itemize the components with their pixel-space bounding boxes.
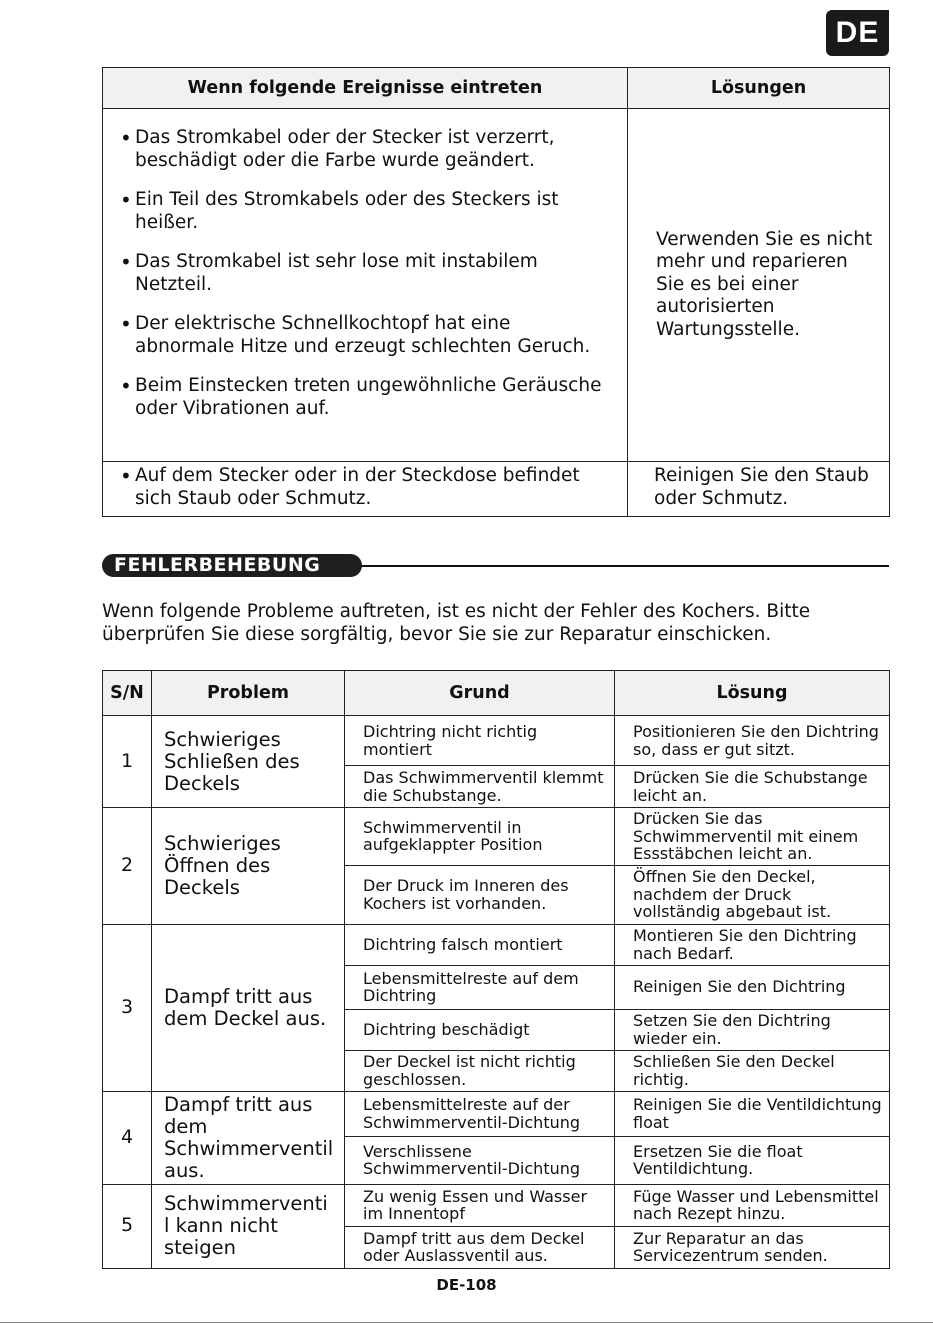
table-row (103, 924, 890, 965)
solution-cell: Schließen Sie den Deckel richtig. (615, 1050, 890, 1091)
problem-cell: Dampf tritt aus dem Deckel aus. (152, 924, 345, 1091)
reason-cell: Dichtring falsch montiert (345, 924, 615, 965)
reason-cell: Lebensmittelreste auf der Schwimmerventil-Dichtung (345, 1091, 615, 1136)
events-cell (103, 109, 628, 462)
solution-cell: Reinigen Sie den Staub oder Schmutz. (628, 462, 890, 517)
events-header: Wenn folgende Ereignisse eintreten (103, 68, 628, 109)
solution-cell: Positionieren Sie den Dichtring so, dass er gut sitzt. (615, 716, 890, 766)
reason-cell: Dampf tritt aus dem Deckel oder Auslassventil aus. (345, 1226, 615, 1268)
reason-cell: Verschlissene Schwimmerventil-Dichtung (345, 1136, 615, 1184)
table-row (103, 1091, 890, 1136)
solution-cell: Setzen Sie den Dichtring wieder ein. (615, 1009, 890, 1050)
solution-cell: Reinigen Sie die Ventildichtung float (615, 1091, 890, 1136)
solutions-header: Lösungen (628, 68, 890, 109)
serial-number: 4 (103, 1091, 152, 1184)
serial-number: 3 (103, 924, 152, 1091)
solution-cell: Verwenden Sie es nicht mehr und reparieren Sie es bei einer autorisierten Wartungsstelle. (628, 109, 890, 462)
problem-cell: Schwimmerventi l kann nicht steigen (152, 1184, 345, 1268)
safety-row-2 (103, 462, 890, 517)
solution-cell: Drücken Sie die Schubstange leicht an. (615, 766, 890, 808)
solution-cell: Reinigen Sie den Dichtring (615, 965, 890, 1009)
event-item: • Ein Teil des Stromkabels oder des Steckers ist heißer. (115, 189, 615, 234)
reason-cell: Zu wenig Essen und Wasser im Innentopf (345, 1184, 615, 1226)
table-row (103, 716, 890, 766)
solution-cell: Füge Wasser und Lebensmittel nach Rezept hinzu. (615, 1184, 890, 1226)
reason-cell: Schwimmerventil in aufgeklappter Position (345, 808, 615, 866)
problem-header: Problem (152, 671, 345, 716)
solution-cell: Montieren Sie den Dichtring nach Bedarf. (615, 924, 890, 965)
safety-table-header (103, 68, 890, 109)
event-item: • Das Stromkabel oder der Stecker ist verzerrt, beschädigt oder die Farbe wurde geändert. (115, 127, 615, 172)
solution-cell: Ersetzen Sie die float Ventildichtung. (615, 1136, 890, 1184)
reason-header: Grund (345, 671, 615, 716)
section-divider (360, 565, 889, 567)
problem-cell: Dampf tritt aus dem Schwimmerventil aus. (152, 1091, 345, 1184)
serial-number: 1 (103, 716, 152, 808)
safety-row-1 (103, 109, 890, 462)
problem-cell: Schwieriges Öffnen des Deckels (152, 808, 345, 925)
solution-header: Lösung (615, 671, 890, 716)
safety-table (102, 67, 890, 517)
table-row (103, 808, 890, 866)
page-bottom-rule (0, 1322, 933, 1323)
reason-cell: Der Druck im Inneren des Kochers ist vorhanden. (345, 865, 615, 924)
reason-cell: Lebensmittelreste auf dem Dichtring (345, 965, 615, 1009)
event-item: • Der elektrische Schnellkochtopf hat eine abnormale Hitze und erzeugt schlechten Geruch. (115, 313, 615, 358)
language-badge: DE (826, 10, 889, 56)
reason-cell: Dichtring beschädigt (345, 1009, 615, 1050)
event-item: • Auf dem Stecker oder in der Steckdose befindet sich Staub oder Schmutz. (115, 465, 615, 510)
event-item: • Beim Einstecken treten ungewöhnliche Geräusche oder Vibrationen auf. (115, 375, 615, 420)
solution-cell: Zur Reparatur an das Servicezentrum senden. (615, 1226, 890, 1268)
intro-paragraph: Wenn folgende Probleme auftreten, ist es nicht der Fehler des Kochers. Bitte überprüfen Sie diese sorgfältig, bevor Sie sie zur Reparatur einschicken. (102, 601, 811, 645)
troubleshooting-table (102, 670, 890, 1269)
solution-cell: Öffnen Sie den Deckel, nachdem der Druck vollständig abgebaut ist. (615, 865, 890, 924)
events-cell (103, 462, 628, 517)
section-title: FEHLERBEHEBUNG (102, 554, 362, 577)
serial-number: 2 (103, 808, 152, 925)
reason-cell: Der Deckel ist nicht richtig geschlossen. (345, 1050, 615, 1091)
solution-cell: Drücken Sie das Schwimmerventil mit einem Essstäbchen leicht an. (615, 808, 890, 866)
page-number: DE-108 (436, 1276, 497, 1294)
table-row (103, 1184, 890, 1226)
event-item: • Das Stromkabel ist sehr lose mit instabilem Netzteil. (115, 251, 615, 296)
reason-cell: Das Schwimmerventil klemmt die Schubstange. (345, 766, 615, 808)
events-list (115, 127, 615, 420)
troubleshooting-header (103, 671, 890, 716)
sn-header: S/N (103, 671, 152, 716)
serial-number: 5 (103, 1184, 152, 1268)
problem-cell: Schwieriges Schließen des Deckels (152, 716, 345, 808)
reason-cell: Dichtring nicht richtig montiert (345, 716, 615, 766)
